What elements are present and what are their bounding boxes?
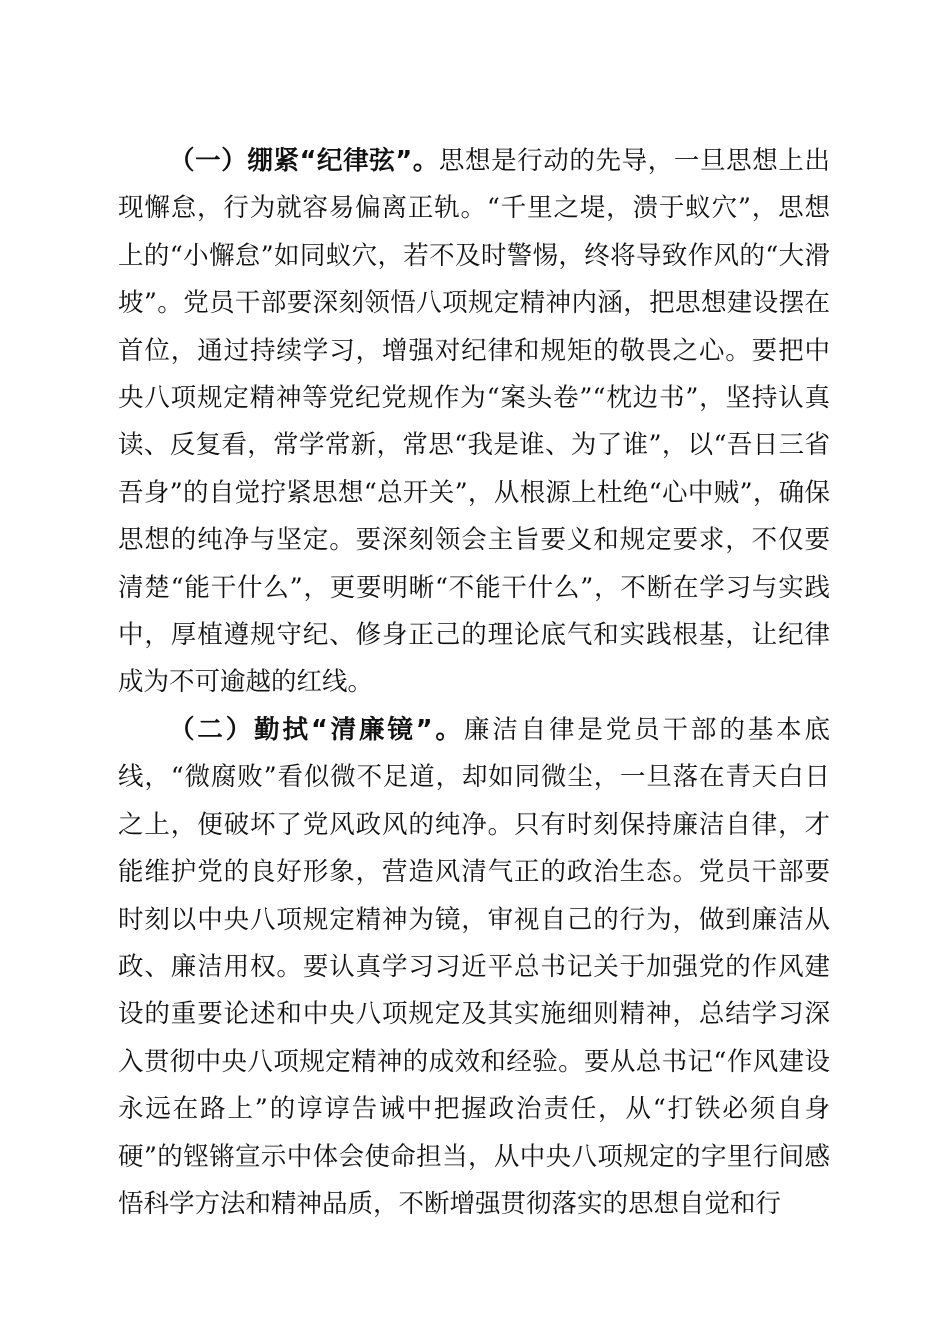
paragraph-2	[118, 707, 830, 1228]
paragraph-2-body: 廉洁自律是党员干部的基本底线，“微腐败”看似微不足道，却如同微尘，一旦落在青天白日之上，便破坏了党风政风的纯净。只有时刻保持廉洁自律，才能维护党的良好形象，营造风清气正的政治生态。党员干部要时刻以中央八项规定精神为镜，审视自己的行为，做到廉洁从政、廉洁用权。要认真学习习近平总书记关于加强党的作风建设的重要论述和中央八项规定及其实施细则精神，总结学习深入贯彻中央八项规定精神的成效和经验。要从总书记“作风建设永远在路上”的谆谆告诫中把握政治责任，从“打铁必须自身硬”的铿锵宣示中体会使命担当，从中央八项规定的字里行间感悟科学方法和精神品质，不断增强贯彻落实的思想自觉和行	[118, 714, 830, 1219]
section-heading-2: （二）勤拭“清廉镜”。	[169, 714, 464, 745]
body-text	[118, 138, 830, 1228]
paragraph-1-body: 思想是行动的先导，一旦思想上出现懈怠，行为就容易偏离正轨。“千里之堤，溃于蚁穴”，思想上的“小懈怠”如同蚁穴，若不及时警惕，终将导致作风的“大滑坡”。党员干部要深刻领悟八项规定精神内涵，把思想建设摆在首位，通过持续学习，增强对纪律和规矩的敬畏之心。要把中央八项规定精神等党纪党规作为“案头卷”“枕边书”，坚持认真读、反复看，常学常新，常思“我是谁、为了谁”，以“吾日三省吾身”的自觉拧紧思想“总开关”，从根源上杜绝“心中贼”，确保思想的纯净与坚定。要深刻领会主旨要义和规定要求，不仅要清楚“能干什么”，更要明晰“不能干什么”，不断在学习与实践中，厚植遵规守纪、修身正己的理论底气和实践根基，让纪律成为不可逾越的红线。	[118, 146, 830, 698]
section-heading-1: （一）绷紧“纪律弦”。	[169, 146, 439, 176]
paragraph-1	[118, 138, 830, 707]
